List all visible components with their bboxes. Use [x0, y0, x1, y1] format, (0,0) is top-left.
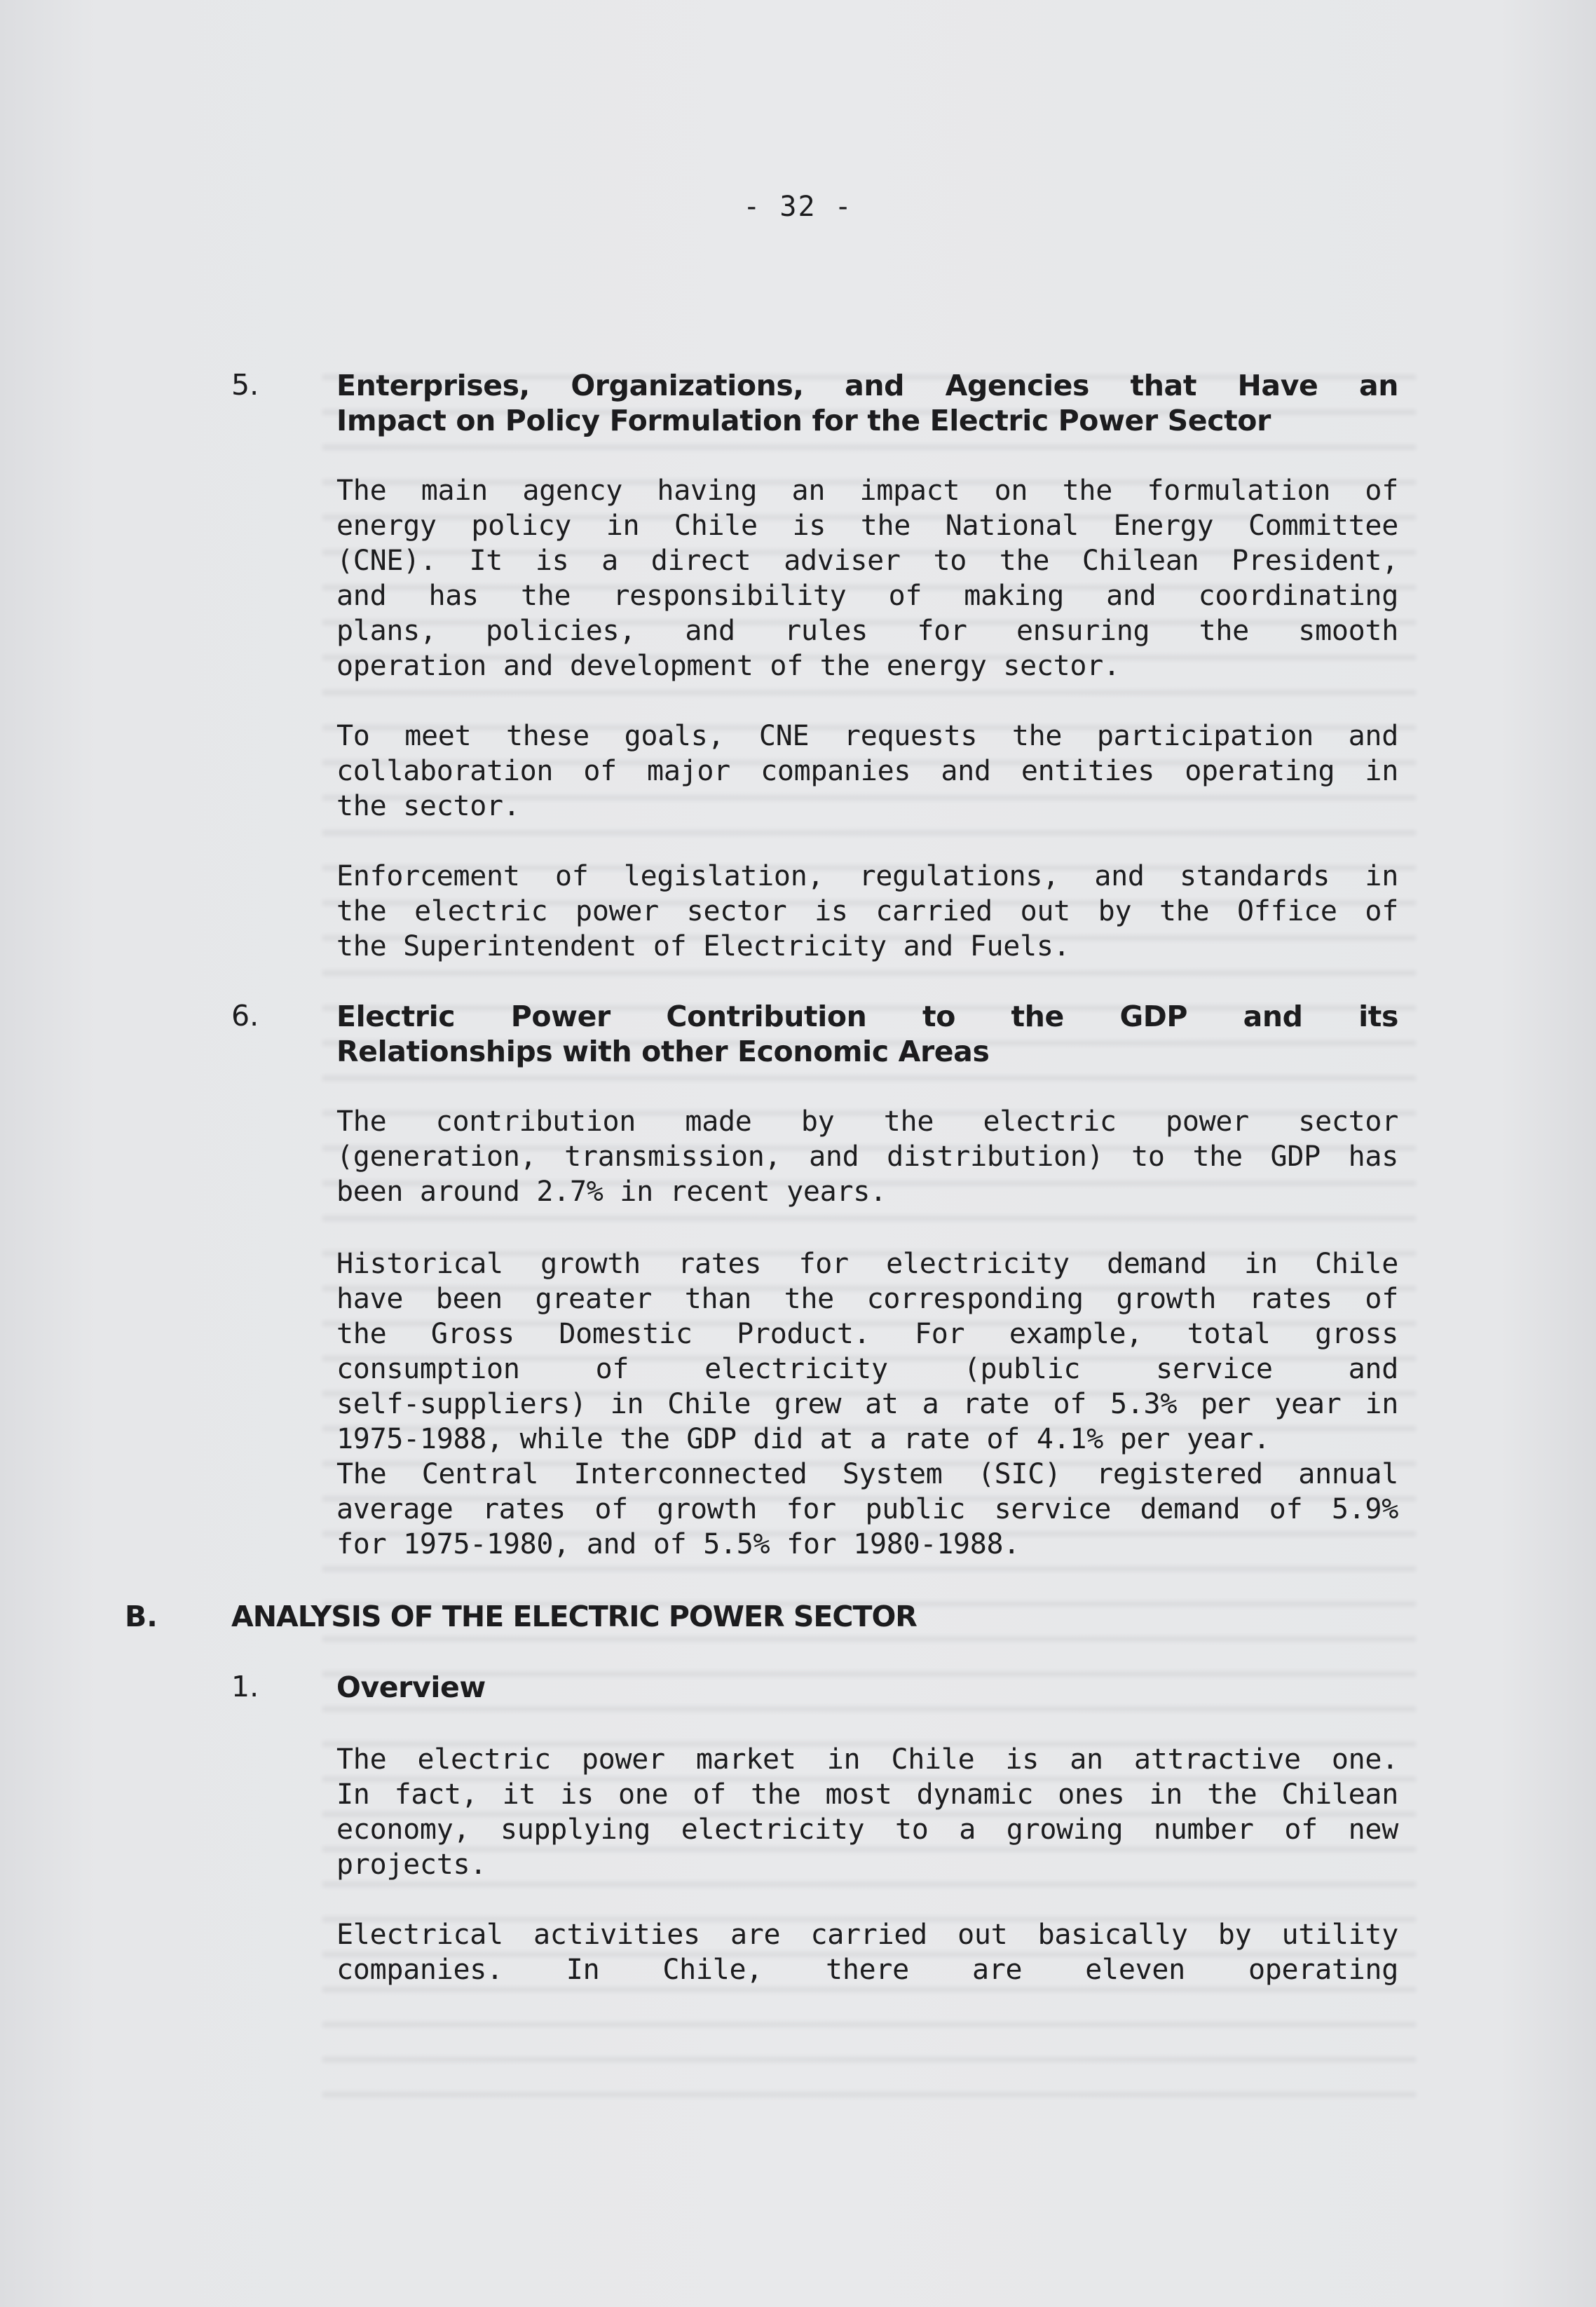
text-line: been around 2.7% in recent years.	[336, 1176, 887, 1208]
text-line: The Central Interconnected System (SIC) registered annual	[336, 1458, 1398, 1490]
text-line: Electrical activities are carried out basically by utility	[336, 1919, 1398, 1951]
text-line: and has the responsibility of making and coordinating	[336, 580, 1398, 612]
section-5-paragraph-2	[336, 719, 1398, 824]
text-line: Enforcement of legislation, regulations, and standards in	[336, 860, 1398, 892]
section-5-paragraph-3	[336, 859, 1398, 964]
section-6-paragraph-2	[336, 1246, 1398, 1562]
text-line: companies. In Chile, there are eleven operating	[336, 1954, 1398, 1986]
subsection-1-paragraph-2	[336, 1917, 1398, 1987]
section-6-paragraph-1	[336, 1104, 1398, 1209]
text-line: for 1975-1980, and of 5.5% for 1980-1988.	[336, 1528, 1021, 1560]
text-line: collaboration of major companies and entities operating in	[336, 755, 1398, 787]
text-line: self-suppliers) in Chile grew at a rate of 5.3% per year in	[336, 1388, 1398, 1420]
text-line: energy policy in Chile is the National Energy Committee	[336, 510, 1398, 542]
text-line: the sector.	[336, 790, 520, 822]
section-5-number: 5.	[231, 368, 259, 402]
text-line: (CNE). It is a direct adviser to the Chilean President,	[336, 545, 1398, 577]
text-line: operation and development of the energy sector.	[336, 650, 1120, 682]
subsection-1-number: 1.	[231, 1670, 259, 1703]
section-5-title-line-2: Impact on Policy Formulation for the Electric Power Sector	[336, 404, 1271, 437]
text-line: the electric power sector is carried out by the Office of	[336, 895, 1398, 927]
text-line: the Superintendent of Electricity and Fuels.	[336, 930, 1070, 962]
section-6-title-line-1: Electric Power Contribution to the GDP and its	[336, 1000, 1398, 1033]
text-line: economy, supplying electricity to a growing number of new	[336, 1813, 1398, 1846]
section-b-letter: B.	[125, 1600, 158, 1633]
section-5-title-line-1: Enterprises, Organizations, and Agencies that Have an	[336, 369, 1398, 402]
section-6-number: 6.	[231, 999, 259, 1033]
section-5-title	[336, 368, 1398, 438]
text-line: To meet these goals, CNE requests the participation and	[336, 720, 1398, 752]
section-b-title: ANALYSIS OF THE ELECTRIC POWER SECTOR	[231, 1600, 917, 1633]
subsection-1-title: Overview	[336, 1670, 486, 1704]
text-line: (generation, transmission, and distribution) to the GDP has	[336, 1141, 1398, 1173]
section-6-title-line-2: Relationships with other Economic Areas	[336, 1035, 990, 1068]
subsection-1-paragraph-1	[336, 1742, 1398, 1882]
text-line: consumption of electricity (public service and	[336, 1353, 1398, 1385]
text-line: average rates of growth for public service demand of 5.9%	[336, 1493, 1398, 1525]
section-5-paragraph-1	[336, 473, 1398, 683]
section-6-title	[336, 999, 1398, 1069]
text-line: the Gross Domestic Product. For example, total gross	[336, 1318, 1398, 1350]
text-line: The contribution made by the electric power sector	[336, 1105, 1398, 1138]
text-line: Historical growth rates for electricity demand in Chile	[336, 1248, 1398, 1280]
text-line: plans, policies, and rules for ensuring the smooth	[336, 615, 1398, 647]
page-number: - 32 -	[743, 191, 853, 223]
text-line: 1975-1988, while the GDP did at a rate of 4.1% per year.	[336, 1423, 1270, 1455]
text-line: In fact, it is one of the most dynamic ones in the Chilean	[336, 1778, 1398, 1811]
text-line: have been greater than the corresponding growth rates of	[336, 1283, 1398, 1315]
text-line: projects.	[336, 1849, 487, 1881]
text-line: The main agency having an impact on the formulation of	[336, 475, 1398, 507]
text-line: The electric power market in Chile is an attractive one.	[336, 1743, 1398, 1776]
